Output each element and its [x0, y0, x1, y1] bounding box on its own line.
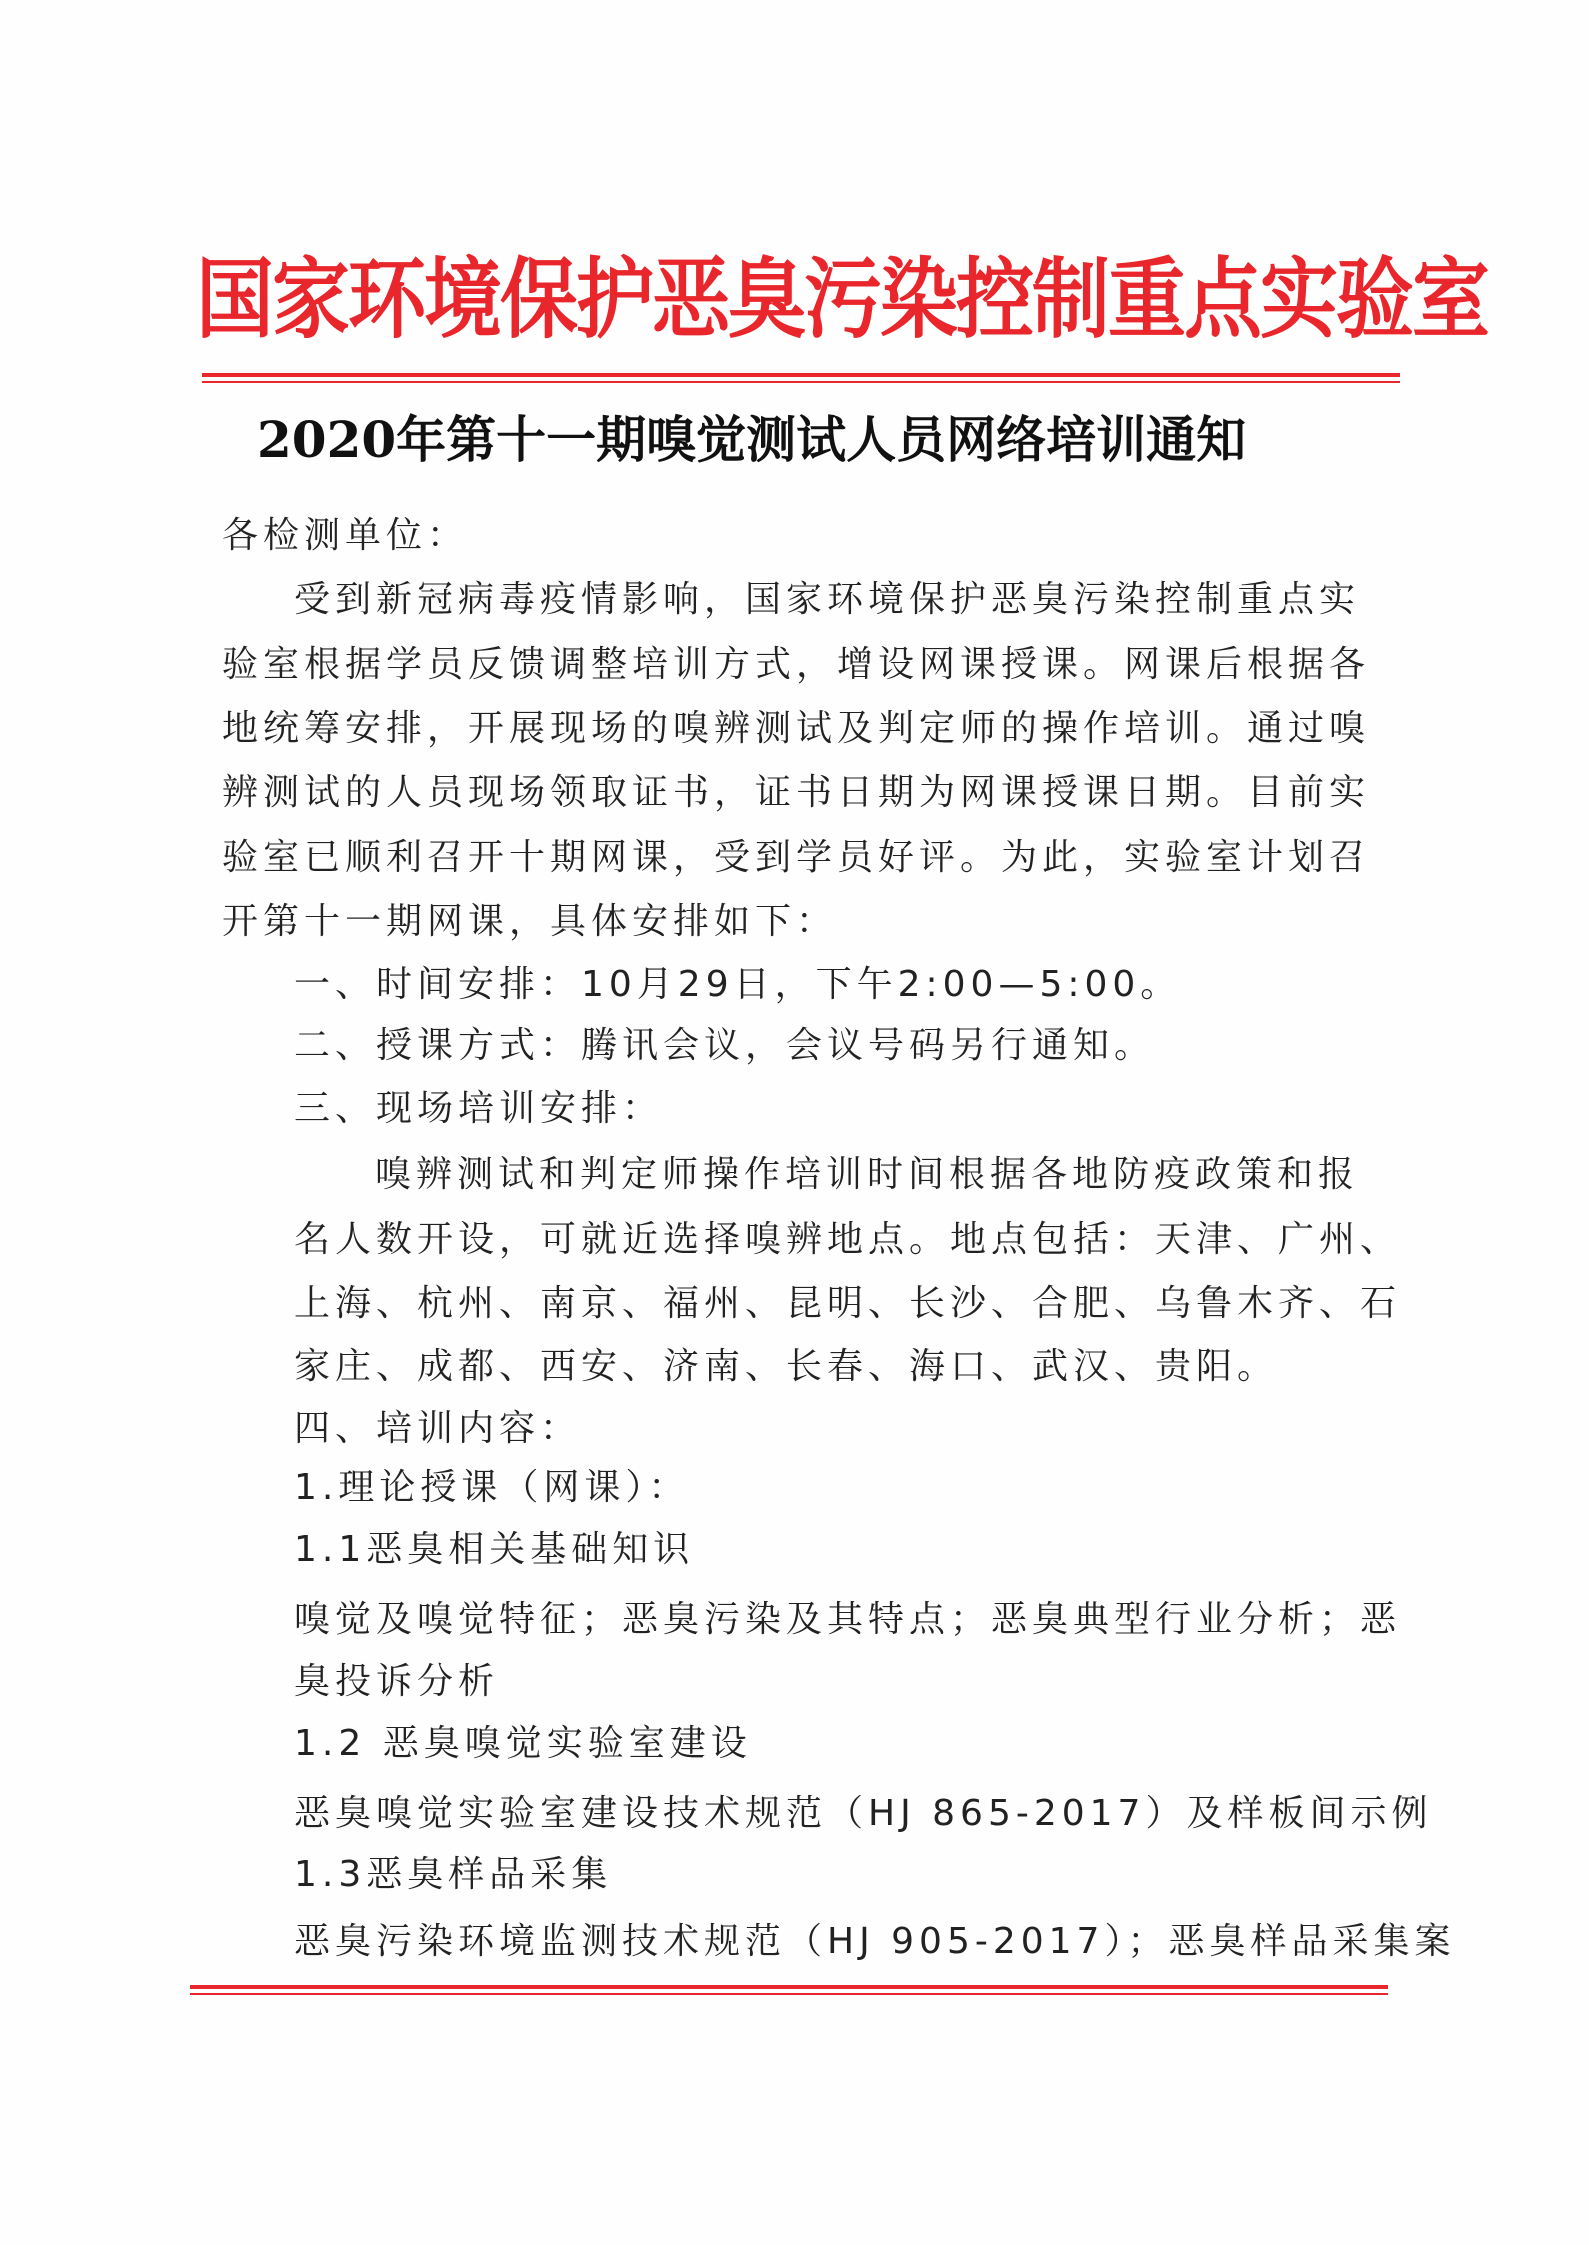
intro-line: 地统筹安排，开展现场的嗅辨测试及判定师的操作培训。通过嗅: [222, 708, 1371, 749]
intro-line: 验室已顺利召开十期网课，受到学员好评。为此，实验室计划召: [222, 837, 1371, 878]
content-item: 1.理论授课（网课）：: [294, 1467, 690, 1508]
footer-rule-thin: [190, 1993, 1388, 1995]
notice-title: 2020年第十一期嗅觉测试人员网络培训通知: [257, 410, 1247, 469]
intro-line: 受到新冠病毒疫情影响，国家环境保护恶臭污染控制重点实: [294, 579, 1361, 620]
content-item: 嗅觉及嗅觉特征；恶臭污染及其特点；恶臭典型行业分析；恶: [294, 1599, 1402, 1640]
content-item: 恶臭污染环境监测技术规范（HJ 905-2017）；恶臭样品采集案: [294, 1921, 1456, 1962]
content-item: 臭投诉分析: [294, 1661, 500, 1702]
section-onsite-heading: 三、现场培训安排：: [294, 1088, 664, 1129]
intro-line: 开第十一期网课，具体安排如下：: [222, 901, 838, 942]
letterhead-rule-thin: [202, 381, 1400, 383]
onsite-line: 名人数开设，可就近选择嗅辨地点。地点包括：天津、广州、: [294, 1219, 1402, 1260]
onsite-line: 嗅辨测试和判定师操作培训时间根据各地防疫政策和报: [375, 1154, 1360, 1195]
content-item: 恶臭嗅觉实验室建设技术规范（HJ 865-2017）及样板间示例: [294, 1793, 1433, 1834]
intro-line: 辨测试的人员现场领取证书，证书日期为网课授课日期。目前实: [222, 772, 1371, 813]
section-content-heading: 四、培训内容：: [294, 1408, 582, 1449]
section-time: 一、时间安排：10月29日，下午2:00—5:00。: [294, 964, 1182, 1005]
onsite-line: 家庄、成都、西安、济南、长春、海口、武汉、贵阳。: [294, 1346, 1279, 1387]
content-item: 1.2 恶臭嗅觉实验室建设: [294, 1723, 752, 1764]
letterhead-org-name: 国家环境保护恶臭污染控制重点实验室: [196, 249, 1489, 351]
onsite-line: 上海、杭州、南京、福州、昆明、长沙、合肥、乌鲁木齐、石: [294, 1283, 1402, 1324]
letterhead-rule: [202, 373, 1400, 377]
content-item: 1.3恶臭样品采集: [294, 1854, 613, 1895]
content-item: 1.1恶臭相关基础知识: [294, 1529, 695, 1570]
section-method: 二、授课方式：腾讯会议，会议号码另行通知。: [294, 1025, 1156, 1066]
intro-line: 验室根据学员反馈调整培训方式，增设网课授课。网课后根据各: [222, 644, 1371, 685]
salutation: 各检测单位：: [222, 515, 469, 556]
footer-rule: [190, 1985, 1388, 1989]
